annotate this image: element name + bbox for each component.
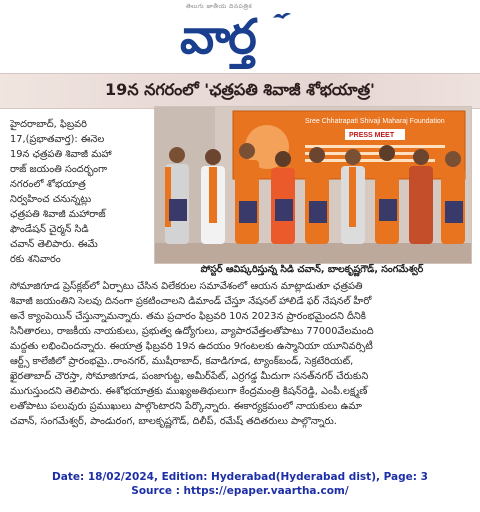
banner-title: Sree Chhatrapati Shivaji Maharaj Foundation	[305, 118, 445, 125]
edition-info: Date: 18/02/2024, Edition: Hyderabad(Hyderabad dist), Page: 3	[52, 471, 428, 483]
article-line: చవాన్, సంగమేశ్వర్, పాండురంగ, బాలకృష్ణగౌడ్, దిలీప్, రమేష్ తదితరులు పాల్గొన్నారు.	[10, 416, 337, 427]
article-line: మద్దతు లభించిందన్నారు. ఈయాత్ర ఫిబ్రవరి 19న ఉదయం 9గంటలకు ఉస్మానియా యూనివర్సిటీ	[10, 341, 373, 352]
article-line: ఛత్రపతి శివాజీ మహారాజ్	[10, 209, 106, 220]
article-line: 19న ఛత్రపతి శివాజీ మహా	[10, 149, 112, 160]
source-footer	[0, 470, 480, 498]
article-line: ఫౌండేషన్ చైర్మన్ సిడి	[10, 224, 89, 235]
photo-caption: పోస్టర్ ఆవిష్కరిస్తున్న సిడి చవాన్, బాలకృష్ణగౌడ్, సంగమేశ్వర్	[200, 264, 424, 275]
photo-illustration	[155, 107, 471, 263]
article-line: నగరంలో శోభయాత్ర	[10, 179, 86, 190]
article-left-column	[10, 117, 150, 267]
article-line: నిర్వహించ చనున్నట్లు	[10, 194, 92, 205]
source-link[interactable]: Source : https://epaper.vaartha.com/	[131, 485, 349, 497]
article-line: ఖైరతాబాద్ చౌరస్తా, సోమాజిగూడ, పంజాగుట్ట, అమీర్‌పేట్, ఎర్రగడ్డ మీదుగా సనత్‌నగర్ చేరుకుని	[10, 371, 369, 382]
article-line: హైదరాబాద్, ఫిబ్రవరి	[10, 119, 87, 130]
article-body	[10, 279, 472, 429]
masthead	[0, 0, 480, 72]
article-line: చవాన్ తెలిపారు. ఈమే	[10, 239, 98, 250]
article-line: శివాజీ జయంతిని సెలవు దినంగా ప్రకటించాలని డిమాండ్ చేస్తూ నేషనల్ హాలిడే ఫర్ నేషనల్ హీరో	[10, 296, 372, 307]
article-line: లతోపాటు పలువురు ప్రముఖులు పాల్గొంటారని పేర్కొన్నారు. ఈకార్యక్రమంలో నాయకులు ఉమా	[10, 401, 362, 412]
article-line: సినీతారలు, రాజకీయ నాయకులు, ప్రభుత్వ ఉద్యోగులు, వ్యాపారవేత్తలతోపాటు 77000వేలమంది	[10, 326, 374, 337]
article-line: ముగుస్తుందని తెలిపారు. ఈశోభయాత్రకు ముఖ్యఅతిథులుగా కేంద్రమంత్రి కిషన్‌రెడ్డి, ఎంపీ.లక్ష్మణ్	[10, 386, 368, 397]
press-meet-photo	[154, 106, 472, 264]
article-line: అనే క్యాంపెయిన్ చేస్తున్నామన్నారు. తమ ప్రచారం ఫిబ్రవరి 10న 2023న ప్రారంభమైందని దీనికి	[10, 311, 366, 322]
article-line: సోమాజిగూడ ప్రెస్‌క్లబ్‌లో ఏర్పాటు చేసిన విలేకరుల సమావేశంలో ఆయన మాట్లాడుతూ ఛత్రపతి	[10, 281, 363, 292]
article-line: రకు శనివారం	[10, 254, 61, 265]
article-line: 17,(ప్రభాతవార్త): ఈనెల	[10, 134, 105, 145]
article-line: రాజ్ జయంతి సందర్భంగా	[10, 164, 108, 175]
bird-icon	[272, 10, 292, 22]
article-line: ఆర్ట్స్ కాలేజీలో ప్రారంభమై..రాంనగర్, ముషీరాబాద్, కవాడిగూడ, ట్యాంక్‌బండ్, సెక్రటేరియట్,	[10, 356, 354, 367]
masthead-tagline: తెలుగు జాతీయ దినపత్రిక	[186, 3, 253, 10]
article-headline: 19న నగరంలో 'ఛత్రపతి శివాజీ శోభయాత్ర'	[105, 80, 375, 99]
banner-press-meet: PRESS MEET	[349, 132, 395, 139]
newspaper-logo: వార్త	[180, 9, 255, 65]
people-group	[165, 143, 465, 244]
